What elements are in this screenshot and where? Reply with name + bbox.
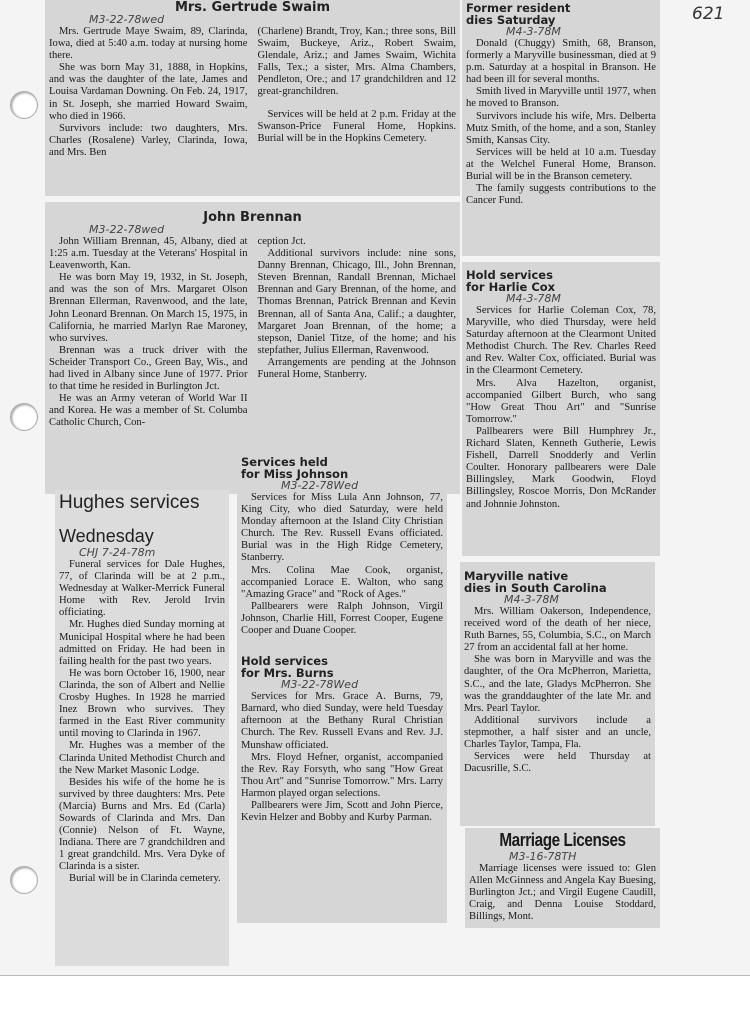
paragraph: Mrs. Colina Mae Cook, organist, accompanied Lorace E. Walton, who sang "Amazing Grace" and "Rock of Ages." [241,564,443,600]
headline: Maryville native [464,569,569,583]
headline: Hold services [466,268,553,282]
paragraph: Mrs. Floyd Hefner, organist, accompanied the Rev. Ray Forsyth, who sang "How Great Thou Art" and "Sunrise Tomorrow." Mrs. Larry Harmon played organ selections. [241,751,443,799]
headline-2: Wednesday [59,526,154,546]
paragraph: Funeral services for Dale Hughes, 77, of Clarinda will be at 2 p.m., Wednesday at Walker-Merrick Funeral Home with Rev. Jerold Irvin officiating. [59,559,225,619]
paragraph: Survivors include: two daughters, Mrs. Charles (Rosalene) Varley, Clarinda, Iowa, and Mrs. Ben [49,122,248,158]
headline-2: for Harlie Cox [466,280,556,294]
paragraph: Marriage licenses were issued to: Glen Allen McGinness and Angela Kay Buesing, Burlington Jct.; and Virgil Eugene Caudill, Craig, and Denna Louise Stoddard, Billings, Mont. [469,863,656,923]
column-2 [258,236,457,430]
handwritten-note: M3-22-78Wed [281,479,359,492]
paragraph: Brennan was a truck driver with the Scheider Transport Co., Green Bay, Wis., and had lived in Albany since June of 1977. Prior to that time he resided in Burlington Jct. [49,344,248,393]
paragraph: Arrangements are pending at the Johnson Funeral Home, Stanberry. [257,356,456,381]
page-number: 621 [692,4,725,24]
paragraph: Services for Miss Lula Ann Johnson, 77, King City, who died Saturday, were held Monday afternoon at the Island City Christian Church. The Rev. Russell Evans officiated. Burial was in the High Ridge Cemetery, Stanberry. [241,492,443,564]
binder-hole [10,866,38,894]
clipping-cox [462,262,660,556]
headline: Mrs. Gertrude Swaim [174,0,331,15]
paragraph: He was an Army veteran of World War II and Korea. He was a member of St. Columba Catholic Church, Con- [49,393,248,429]
binder-hole [10,91,38,119]
headline: John Brennan [203,210,302,225]
headline: Marriage Licenses [499,830,626,850]
paragraph: Services for Harlie Coleman Cox, 78, Maryville, who died Thursday, were held Saturday afternoon at the Clearmont United Methodist Church. The Rev. Charles Reed and Rev. Walter Cox, officiated. Burial was in the Clearmont Cemetery. [466,305,656,377]
clipping-johnson-burns [237,450,447,923]
paragraph: Pallbearers were Ralph Johnson, Virgil Johnson, Charlie Hill, Forrest Cooper, Eugene Cooper and Duane Cooper. [241,600,443,637]
paragraph: She was born in Maryville and was the daughter, of the Ora McPherron, Marietta, S.C., and the late, Gladys McPherron. She was the granddaughter of the late Mr. and Mrs. Pearl Taylor. [464,654,651,714]
paragraph: Survivors include his wife, Mrs. Delberta Mutz Smith, of the home, and a son, Stanley Smith, Kansas City. [466,110,656,146]
paragraph: Mrs. William Oakerson, Independence, received word of the death of her niece, Ruth Barnes, 55, Columbia, S.C., on March 27 from an accidental fall at her home. [464,606,651,654]
paragraph: Mrs. Alva Hazelton, organist, accompanied Gilbert Burch, who sang "How Great Thou Art" and "Sunrise Tomorrow." [466,377,656,425]
handwritten-note: M4-3-78M [506,292,561,305]
paragraph: Besides his wife of the home he is survived by three daughters: Mrs. Pete (Marcia) Burns and Mrs. Ed (Carla) Sowards of Clarinda and Mrs. Dan (Connie) Nelson of Ft. Wayne, Indiana. There are 7 grandchildren and 1 great grandchild. Mrs. Vera Dyke of Clarinda is a sister. [59,776,225,873]
paragraph: She was born May 31, 1888, in Hopkins, and was the daughter of the late, James and Louisa Vardaman Downing. On Feb. 24, 1917, in St. Joseph, she married Howard Swaim, who died in 1966. [49,62,248,122]
paragraph: Additional survivors include a stepmother, a half sister and an uncle, Charles Taylor, Tampa, Fla. [464,714,651,751]
paragraph: Services will be held at 10 a.m. Tuesday at the Welchel Funeral Home, Branson. Burial will be in the Branson cemetery. [466,146,656,183]
paragraph: Donald (Chuggy) Smith, 68, Branson, formerly a Maryville businessman, died at 9 p.m. Saturday at a hospital in Branson. He had been ill for several months. [466,38,656,86]
headline: Hughes services [59,492,200,513]
paragraph: Services were held Thursday at Dacusrille, S.C. [464,751,651,775]
paragraph: (Charlene) Brandt, Troy, Kan.; three sons, Bill Swaim, Buckeye, Ariz., Robert Swaim, Glendale, Ariz.; and James Swaim, Wichita Falls, Tex.; a sister, Mrs. Alma Chambers, Pendleton, Ore.; and 17 grandchildren and 12 great-granchildren. [257,26,456,98]
handwritten-note: M4-3-78M [504,593,559,606]
clipping-maryville-native [460,562,655,826]
headline: Hold services [241,654,328,669]
handwritten-note: CHJ 7-24-78m [79,546,156,559]
paragraph: Mr. Hughes was a member of the Clarinda United Methodist Church and the New Market Masonic Lodge. [59,740,225,776]
headline: Services held [241,455,328,469]
headline-2: for Miss Johnson [241,467,349,481]
handwritten-note: M3-22-78wed [89,13,165,26]
column-1 [49,26,248,159]
paragraph: Mrs. Gertrude Maye Swaim, 89, Clarinda, Iowa, died at 5:40 a.m. today at nursing home there. [49,26,248,62]
paragraph: Pallbearers were Jim, Scott and John Pierce, Kevin Helzer and Bobby and Kurby Parman. [241,799,443,824]
paragraph: The family suggests contributions to the Cancer Fund. [466,183,656,207]
handwritten-note: M3-16-78TH [509,850,577,863]
paragraph: Mr. Hughes died Sunday morning at Municipal Hospital where he had been admitted on Friday. He had been in failing health for the past two years. [59,619,225,667]
headline-2: dies Saturday [466,13,556,27]
paragraph: John William Brennan, 45, Albany, died at 1:25 a.m. Tuesday at the Veterans' Hospital in Leavenworth, Kan. [49,236,248,272]
clipping-marriage-licenses [465,828,660,928]
clipping-hughes [55,490,229,966]
paragraph: He was born October 16, 1900, near Clarinda, the son of Albert and Nellie Crosby Hughes. In 1928 he married Inez Brown who survives. They farmed in the East River community until moving to Clarinda in 1967. [59,667,225,740]
handwritten-note: M3-22-78Wed [281,678,359,692]
paragraph: Pallbearers were Bill Humphrey Jr., Richard Slaten, Kenneth Gutherie, Lewis Fishell, Darrell Snodderly and Verlin Coulter. Honorary pallbearers were Dale Billingsley, Mark Goodwin, Floyd Billingsley, Roscoe Morris, Don McRander and Johnnie Johnston. [466,425,656,510]
paragraph: Additional survivors include: nine sons, Danny Brennan, Chicago, Ill., John Brennan, Steven Brennan, Randall Brennan, Michael Brennan and Gary Brennan, of the home, and Thomas Brennan, Patrick Brennan and Kevin Brennan, all of Santa Ana, Calif.; a daughter, Margaret Joan Brennan, of the home; a stepson, Daniel Titze, of the home; and his stepfather, Julius Ellerman, Ravenwood. [257,248,456,356]
handwritten-note: M3-22-78wed [89,223,165,236]
headline-2: dies in South Carolina [464,581,607,595]
paragraph: ception Jct. [257,236,306,247]
clipping-smith [462,0,660,256]
binder-hole [10,403,38,431]
paragraph: He was born May 19, 1932, in St. Joseph, and was the son of Mrs. Margaret Olson Brennan Ellerman, Ravenwood, and the late, John Leonard Brennan. On March 15, 1975, in California, he married Marlyn Rae Maroney, who survives. [49,272,248,344]
headline-2: for Mrs. Burns [241,666,334,681]
handwritten-note: M4-3-78M [506,25,561,38]
paragraph: Services will be held at 2 p.m. Friday at the Swanson-Price Funeral Home, Hopkins. Burial will be in the Hopkins Cemetery. [257,108,456,144]
clipping-swaim [45,0,460,196]
column-2 [258,26,457,159]
paragraph: Burial will be in Clarinda cemetery. [69,873,221,885]
paragraph: Smith lived in Maryville until 1977, when he moved to Branson. [466,86,656,110]
headline: Former resident [466,1,571,15]
column-1 [49,236,248,430]
paragraph: Services for Mrs. Grace A. Burns, 79, Barnard, who died Sunday, were held Tuesday afternoon at the Bethany Rural Christian Church. The Rev. Russell Evans and Rev. J.J. Munshaw officiated. [241,691,443,751]
